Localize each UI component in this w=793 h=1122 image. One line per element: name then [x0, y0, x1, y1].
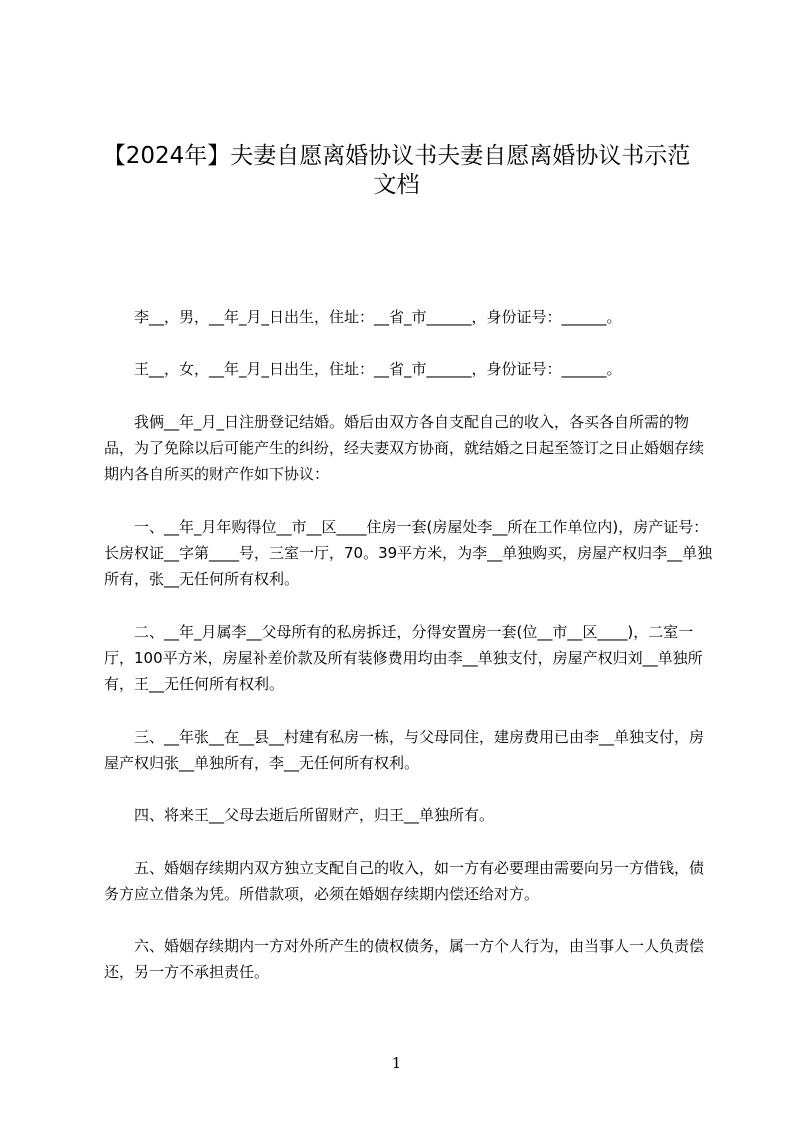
paragraph-clause-6: 六、婚姻存续期内一方对外所产生的债权债务，属一方个人行为，由当事人一人负责偿还，另一方不承担责任。 [104, 937, 705, 981]
paragraph-clause-1: 一、__年_月年购得位__市__区____住房一套(房屋处李__所在工作单位内)，房产证号：长房权证__字第____号，三室一厅，70。39平方米，为李__单独购买，房屋产权归李__单独所有，张__无任何所有权利。 [104, 518, 713, 588]
paragraph-party-wang: 王__，女，__年_月_日出生，住址：__省_市______，身份证号：______。 [134, 360, 622, 378]
document-title: 【2024年】夫妻自愿离婚协议书夫妻自愿离婚协议书示范文档 [102, 143, 691, 198]
paragraph-clause-3: 三、__年张__在__县__村建有私房一栋，与父母同住，建房费用已由李__单独支付，房屋产权归张__单独所有，李__无任何所有权利。 [104, 728, 705, 772]
paragraph-party-li: 李__，男，__年_月_日出生，住址：__省_市______，身份证号：______。 [134, 308, 622, 326]
paragraph-clause-5: 五、婚姻存续期内双方独立支配自己的收入，如一方有必要理由需要向另一方借钱，债务方应立借条为凭。所借款项，必须在婚姻存续期内偿还给对方。 [104, 859, 705, 903]
paragraph-clause-4: 四、将来王__父母去逝后所留财产，归王__单独所有。 [134, 806, 495, 824]
paragraph-intro: 我俩__年_月_日注册登记结婚。婚后由双方各自支配自己的收入，各买各自所需的物品，为了免除以后可能产生的纠纷，经夫妻双方协商，就结婚之日起至签订之日止婚姻存续期内各自所买的财产作如下协议： [104, 413, 705, 483]
page-number: 1 [391, 1054, 402, 1072]
paragraph-clause-2: 二、__年_月属李__父母所有的私房拆迁，分得安置房一套(位__市__区____)，二室一厅，100平方米，房屋补差价款及所有装修费用均由李__单独支付，房屋产权归刘__单独所有，王__无任何所有权利。 [104, 623, 703, 693]
